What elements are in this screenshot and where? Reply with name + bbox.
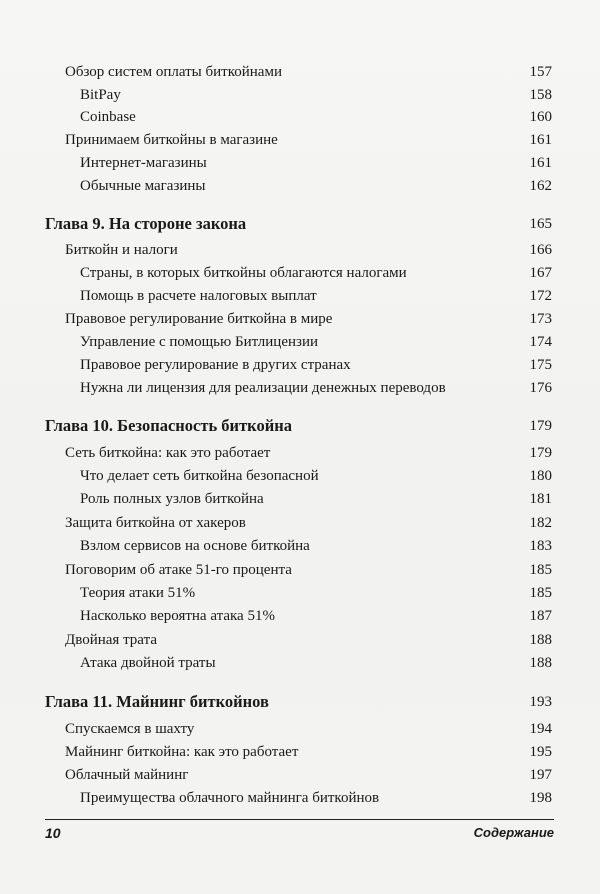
toc-entry-page: 197: [529, 767, 552, 783]
toc-entry-page: 193: [529, 694, 552, 710]
toc-entry-page: 165: [529, 216, 552, 232]
toc-entry-title: Страны, в которых биткойны облагаются налогами: [80, 265, 407, 281]
toc-entry-title: Управление с помощью Битлицензии: [80, 334, 318, 350]
toc-entry: [0, 741, 600, 763]
toc-entry-page: 185: [529, 562, 552, 578]
toc-entry-page: 188: [529, 655, 552, 671]
toc-entry: [0, 559, 600, 581]
toc-chapter-heading: [0, 413, 600, 439]
toc-entry-title: Насколько вероятна атака 51%: [80, 608, 275, 624]
toc-entry-page: 176: [529, 380, 552, 396]
toc-entry: [0, 331, 600, 353]
toc-entry: [0, 175, 600, 197]
toc-entry-page: 195: [529, 744, 552, 760]
toc-entry-page: 185: [529, 585, 552, 601]
toc-entry: [0, 582, 600, 604]
toc-entry: [0, 629, 600, 651]
toc-entry-title: Преимущества облачного майнинга биткойнов: [80, 790, 380, 806]
toc-entry-title: Обзор систем оплаты биткойнами: [65, 64, 282, 80]
toc-entry-page: 160: [529, 109, 552, 125]
toc-entry-title: Взлом сервисов на основе биткойна: [80, 538, 310, 554]
toc-entry-page: 181: [529, 491, 552, 507]
toc-entry: [0, 488, 600, 510]
toc-entry-page: 183: [529, 538, 552, 554]
toc-entry-title: Правовое регулирование биткойна в мире: [65, 311, 333, 327]
toc-chapter-title: Глава 10. Безопасность биткойна: [45, 416, 292, 435]
toc-entry-title: Интернет-магазины: [80, 155, 207, 171]
toc-entry-page: 179: [529, 418, 552, 434]
toc-entry: [0, 354, 600, 376]
footer-section-title: Содержание: [473, 825, 554, 840]
toc-entry-page: 173: [529, 311, 552, 327]
toc-entry-page: 157: [529, 64, 552, 80]
toc-entry: [0, 787, 600, 809]
toc-entry: [0, 239, 600, 261]
toc-entry-title: Coinbase: [80, 109, 136, 125]
toc-entry: [0, 535, 600, 557]
toc-entry: [0, 61, 600, 83]
toc-entry-title: Майнинг биткойна: как это работает: [65, 744, 299, 760]
toc-entry-title: Правовое регулирование в других странах: [80, 357, 351, 373]
toc-entry-title: Принимаем биткойны в магазине: [65, 132, 278, 148]
toc-entry-page: 158: [529, 87, 552, 103]
toc-entry-title: Защита биткойна от хакеров: [65, 515, 246, 531]
toc-entry: [0, 512, 600, 534]
toc-entry-title: Облачный майнинг: [65, 767, 189, 783]
toc-entry-page: 161: [529, 155, 552, 171]
toc-entry-title: Теория атаки 51%: [80, 585, 196, 601]
toc-entry-title: Нужна ли лицензия для реализации денежных переводов: [80, 380, 446, 396]
toc-entry: [0, 377, 600, 399]
toc-entry-title: BitPay: [80, 87, 121, 103]
toc-entry: [0, 285, 600, 307]
toc-entry: [0, 605, 600, 627]
toc-chapter-title: Глава 11. Майнинг биткойнов: [45, 692, 269, 711]
toc-entry: [0, 262, 600, 284]
toc-entry-page: 179: [529, 445, 552, 461]
toc-entry-page: 167: [529, 265, 552, 281]
toc-entry-page: 180: [529, 468, 552, 484]
toc-chapter-heading: [0, 211, 600, 237]
toc-entry-page: 161: [529, 132, 552, 148]
toc-entry-page: 194: [529, 721, 552, 737]
toc-entry-title: Помощь в расчете налоговых выплат: [80, 288, 317, 304]
toc-entry: [0, 84, 600, 106]
toc-entry: [0, 652, 600, 674]
toc-entry-page: 188: [529, 632, 552, 648]
toc-entry: [0, 106, 600, 128]
toc-entry-page: 182: [529, 515, 552, 531]
toc-entry-title: Биткойн и налоги: [65, 242, 178, 258]
toc-entry: [0, 718, 600, 740]
toc-entry: [0, 442, 600, 464]
toc-chapter-title: Глава 9. На стороне закона: [45, 214, 247, 233]
toc-entry-page: 172: [529, 288, 552, 304]
toc-entry-page: 162: [529, 178, 552, 194]
toc-entry-title: Атака двойной траты: [80, 655, 216, 671]
toc-entry: [0, 152, 600, 174]
footer-page-number: 10: [45, 825, 61, 841]
toc-entry-title: Двойная трата: [65, 632, 157, 648]
toc-entry: [0, 308, 600, 330]
toc-entry-page: 187: [529, 608, 552, 624]
footer-divider: [45, 819, 554, 820]
toc-entry-page: 166: [529, 242, 552, 258]
toc-entry-title: Что делает сеть биткойна безопасной: [80, 468, 319, 484]
toc-entry-page: 175: [529, 357, 552, 373]
toc-entry-page: 174: [529, 334, 552, 350]
toc-entry: [0, 764, 600, 786]
toc-entry: [0, 129, 600, 151]
toc-entry-title: Сеть биткойна: как это работает: [65, 445, 271, 461]
toc-entry-title: Обычные магазины: [80, 178, 206, 194]
toc-entry: [0, 465, 600, 487]
toc-entry-title: Спускаемся в шахту: [65, 721, 195, 737]
toc-entry-title: Поговорим об атаке 51-го процента: [65, 562, 292, 578]
toc-entry-title: Роль полных узлов биткойна: [80, 491, 264, 507]
toc-entry-page: 198: [529, 790, 552, 806]
toc-chapter-heading: [0, 689, 600, 715]
